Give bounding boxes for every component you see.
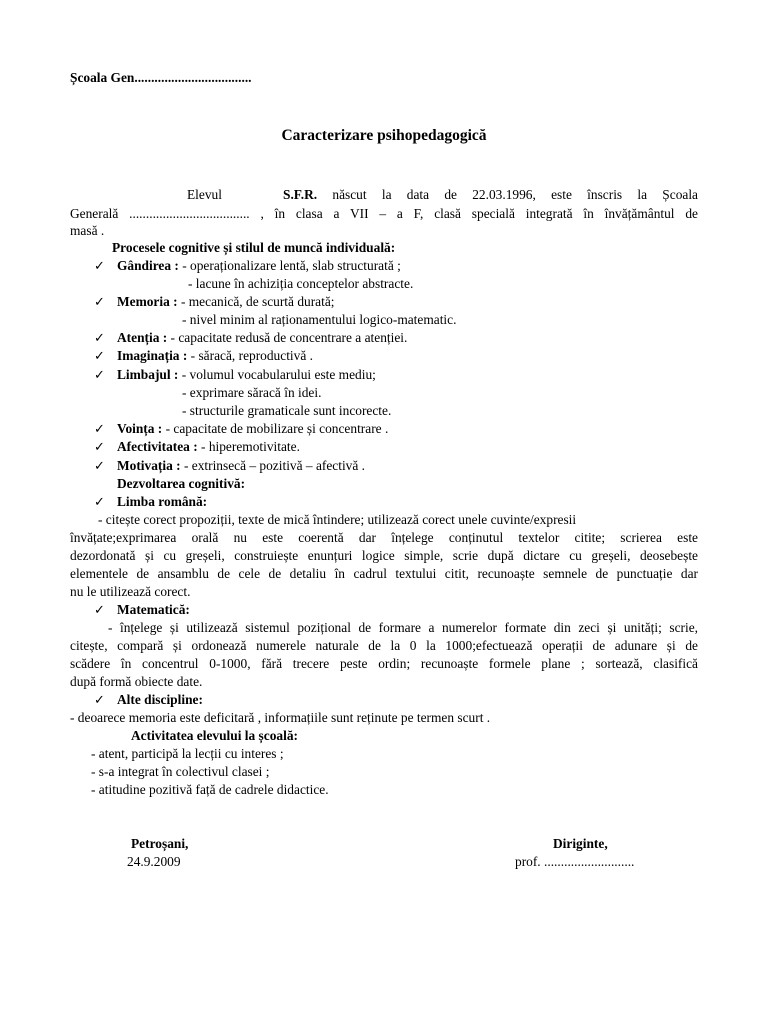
footer-date: 24.9.2009 [127,854,181,869]
mate-text-4: după formă obiecte date. [70,674,203,689]
item-gandirea [117,257,401,274]
romana-label: Limba română: [117,494,208,509]
afectivitatea-label: Afectivitatea : [117,439,198,454]
footer-place: Petroșani, [131,836,189,851]
afectivitatea-text-1: - hiperemotivitate. [197,439,300,454]
section-development-heading: Dezvoltarea cognitivă: [117,476,246,491]
memoria-label: Memoria : [117,294,178,309]
alte-label: Alte discipline: [117,692,203,707]
motivatia-label: Motivația : [117,458,181,473]
school-header: Școala Gen................................... [70,70,252,85]
check-icon: ✓ [94,494,105,509]
intro-line-1 [187,186,698,203]
romana-text-1: - citește corect propoziții, texte de mică întindere; utilizează corect unele cuvinte/expresii [98,512,577,527]
check-icon: ✓ [94,294,105,309]
imaginatia-label: Imaginația : [117,348,188,363]
activity-item-3: - atitudine pozitivă față de cadrele didactice. [91,782,329,797]
vointa-label: Voința : [117,421,163,436]
check-icon: ✓ [94,421,105,436]
activity-item-1: - atent, participă la lecții cu interes ; [91,746,284,761]
check-icon: ✓ [94,367,105,382]
limbajul-text-3: - structurile gramaticale sunt incorecte. [182,403,392,418]
item-imaginatia [117,347,313,364]
limbajul-text-1: - volumul vocabularului este mediu; [178,367,376,382]
item-motivatia [117,457,365,474]
romana-text-4: elementele de ansamblu de cele de detaliu în cadrul textului citit, recunoaște semnele de punctuație dar [70,566,698,581]
item-memoria [117,293,335,310]
section-cognitive-heading: Procesele cognitive și stilul de muncă individuală: [112,240,396,255]
item-limbajul [117,366,376,383]
atentia-text-1: - capacitate redusă de concentrare a atenției. [167,330,408,345]
intro-prefix: Elevul [187,187,222,202]
check-icon: ✓ [94,692,105,707]
romana-text-2: învățate;exprimarea orală nu este coerentă dar înțelege conținutul textelor citite; scrierea este [70,530,698,545]
memoria-text-2: - nivel minim al raționamentului logico-matematic. [182,312,457,327]
section-activity-heading: Activitatea elevului la școală: [131,728,298,743]
vointa-text-1: - capacitate de mobilizare și concentrare . [162,421,389,436]
motivatia-text-1: - extrinsecă – pozitivă – afectivă . [180,458,366,473]
item-vointa [117,420,388,437]
romana-text-3: dezordonată și cu greșeli, construiește enunțuri logice simple, scrie după dictare cu greșeli, deosebește [70,548,698,563]
check-icon: ✓ [94,458,105,473]
limbajul-text-2: - exprimare săracă în idei. [182,385,322,400]
student-initials: S.F.R. [283,187,318,202]
gandirea-label: Gândirea : [117,258,179,273]
imaginatia-text-1: - săracă, reproductivă . [187,348,313,363]
activity-item-2: - s-a integrat în colectivul clasei ; [91,764,270,779]
document-title: Caracterizare psihopedagogică [281,127,487,144]
limbajul-label: Limbajul : [117,367,179,382]
romana-text-5: nu le utilizează corect. [70,584,191,599]
gandirea-text-1: - operaționalizare lentă, slab structurată ; [178,258,401,273]
mate-text-2: citește, compară și ordonează numerele naturale de la 0 la 1000;efectuează operații de adunare și de [70,638,698,653]
check-icon: ✓ [94,602,105,617]
footer-role: Diriginte, [553,836,608,851]
gandirea-text-2: - lacune în achiziția conceptelor abstracte. [188,276,414,291]
item-afectivitatea [117,438,300,455]
intro-rest: născut la data de 22.03.1996, este înscris la Școala [332,187,698,202]
atentia-label: Atenția : [117,330,168,345]
footer-signature: prof. ........................... [515,854,635,869]
mate-text-3: scădere în concentrul 0-1000, fără trecere peste ordin; recunoaște formele plane ; sortează, clasifică [70,656,698,671]
item-atentia [117,329,407,346]
alte-text-1: - deoarece memoria este deficitară , informațiile sunt reținute pe termen scurt . [70,710,491,725]
memoria-text-1: - mecanică, de scurtă durată; [177,294,335,309]
intro-line-3: masă . [70,223,105,238]
check-icon: ✓ [94,330,105,345]
check-icon: ✓ [94,258,105,273]
mate-label: Matematică: [117,602,190,617]
intro-line-2: Generală .................................... , în clasa a VII – a F, clasă specială integrată în învățământul de [70,206,698,221]
check-icon: ✓ [94,439,105,454]
mate-text-1: - înțelege și utilizează sistemul pozițional de formare a numerelor formate din zeci și unități; scrie, [108,620,698,635]
check-icon: ✓ [94,348,105,363]
